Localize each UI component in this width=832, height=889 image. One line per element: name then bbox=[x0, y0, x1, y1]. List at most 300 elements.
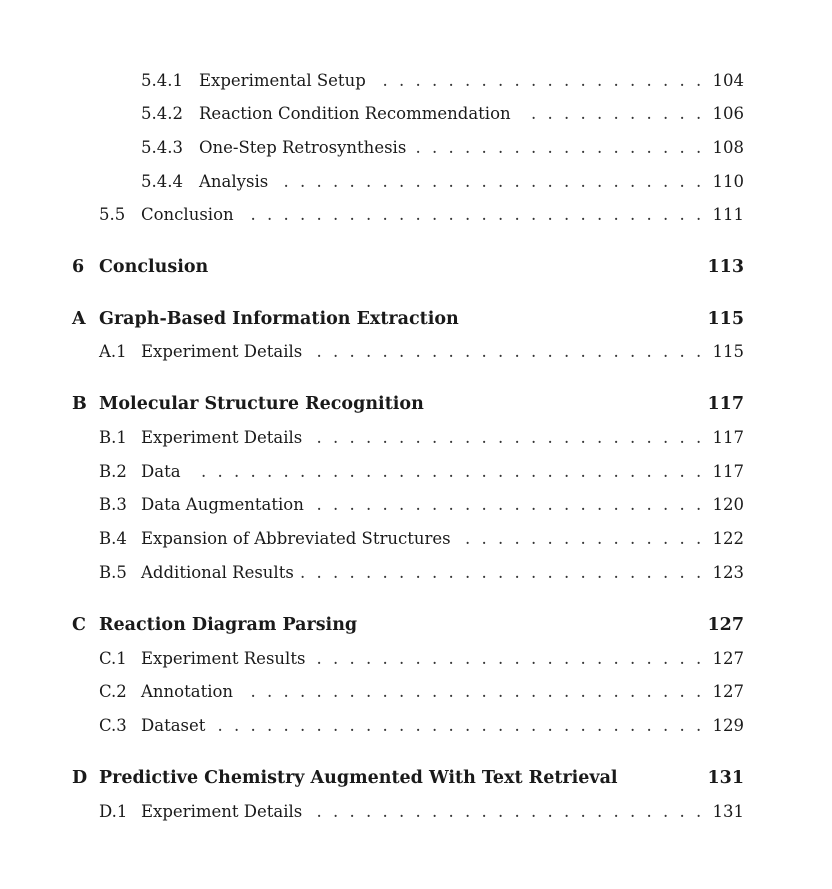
leader-dot: . bbox=[366, 342, 372, 361]
chapter-number: 6 bbox=[72, 257, 85, 277]
leader-dot: . bbox=[696, 138, 702, 157]
entry-title: Additional Results bbox=[141, 563, 294, 582]
leader-dot: . bbox=[564, 802, 570, 821]
leader-dot: . bbox=[448, 563, 454, 582]
leader-dot: . bbox=[382, 462, 388, 481]
leader-dot: . bbox=[481, 205, 487, 224]
leader-dot: . bbox=[382, 428, 388, 447]
leader-dot: . bbox=[399, 802, 405, 821]
leader-dot: . bbox=[366, 462, 372, 481]
toc-entry[interactable] bbox=[0, 493, 832, 517]
leader-dot: . bbox=[696, 802, 702, 821]
leader-dot: . bbox=[316, 649, 322, 668]
leader-dot: . bbox=[448, 138, 454, 157]
dot-leader bbox=[0, 460, 832, 484]
leader-dot: . bbox=[465, 342, 471, 361]
leader-dot: . bbox=[514, 71, 520, 90]
leader-dot: . bbox=[679, 342, 685, 361]
leader-dot: . bbox=[465, 205, 471, 224]
leader-dot: . bbox=[679, 716, 685, 735]
toc-entry[interactable] bbox=[0, 136, 832, 160]
leader-dot: . bbox=[333, 802, 339, 821]
leader-dot: . bbox=[696, 682, 702, 701]
leader-dot: . bbox=[646, 342, 652, 361]
entry-number: B.2 bbox=[99, 462, 127, 481]
leader-dot: . bbox=[201, 462, 207, 481]
leader-dot: . bbox=[382, 802, 388, 821]
leader-dot: . bbox=[696, 716, 702, 735]
leader-dot: . bbox=[382, 649, 388, 668]
entry-title: Reaction Condition Recommendation bbox=[199, 104, 511, 123]
leader-dot: . bbox=[382, 342, 388, 361]
leader-dot: . bbox=[580, 495, 586, 514]
leader-dot: . bbox=[415, 563, 421, 582]
leader-dot: . bbox=[580, 138, 586, 157]
leader-dot: . bbox=[531, 205, 537, 224]
leader-dot: . bbox=[580, 563, 586, 582]
entry-title: Expansion of Abbreviated Structures bbox=[141, 529, 451, 548]
leader-dot: . bbox=[580, 104, 586, 123]
entry-number: 5.4.4 bbox=[141, 172, 183, 191]
leader-dot: . bbox=[613, 682, 619, 701]
entry-number: C.2 bbox=[99, 682, 127, 701]
toc-entry[interactable] bbox=[0, 680, 832, 704]
leader-dot: . bbox=[580, 529, 586, 548]
chapter-title: Conclusion bbox=[99, 257, 209, 277]
dot-leader bbox=[0, 426, 832, 450]
entry-number: C.1 bbox=[99, 649, 127, 668]
leader-dot: . bbox=[415, 71, 421, 90]
leader-dot: . bbox=[663, 342, 669, 361]
leader-dot: . bbox=[399, 495, 405, 514]
entry-title: Data Augmentation bbox=[141, 495, 304, 514]
entry-page: 111 bbox=[712, 205, 744, 224]
leader-dot: . bbox=[366, 205, 372, 224]
leader-dot: . bbox=[547, 205, 553, 224]
entry-number: 5.4.1 bbox=[141, 71, 183, 90]
leader-dot: . bbox=[630, 71, 636, 90]
toc-entry[interactable] bbox=[0, 460, 832, 484]
leader-dot: . bbox=[481, 462, 487, 481]
toc-entry[interactable] bbox=[0, 69, 832, 93]
leader-dot: . bbox=[267, 462, 273, 481]
leader-dot: . bbox=[514, 172, 520, 191]
leader-dot: . bbox=[547, 529, 553, 548]
leader-dot: . bbox=[663, 172, 669, 191]
leader-dot: . bbox=[333, 563, 339, 582]
leader-dot: . bbox=[547, 428, 553, 447]
leader-dot: . bbox=[679, 172, 685, 191]
leader-dot: . bbox=[663, 716, 669, 735]
leader-dot: . bbox=[300, 716, 306, 735]
leader-dot: . bbox=[465, 563, 471, 582]
leader-dot: . bbox=[399, 428, 405, 447]
leader-dot: . bbox=[597, 649, 603, 668]
leader-dot: . bbox=[432, 682, 438, 701]
leader-dot: . bbox=[498, 682, 504, 701]
chapter-number: D bbox=[72, 768, 88, 788]
toc-entry[interactable] bbox=[0, 102, 832, 126]
leader-dot: . bbox=[448, 71, 454, 90]
leader-dot: . bbox=[498, 462, 504, 481]
leader-dot: . bbox=[415, 342, 421, 361]
chapter-page: 113 bbox=[707, 257, 744, 277]
leader-dot: . bbox=[481, 172, 487, 191]
leader-dot: . bbox=[300, 205, 306, 224]
leader-dot: . bbox=[613, 462, 619, 481]
leader-dot: . bbox=[531, 802, 537, 821]
leader-dot: . bbox=[613, 802, 619, 821]
leader-dot: . bbox=[448, 802, 454, 821]
leader-dot: . bbox=[597, 563, 603, 582]
leader-dot: . bbox=[547, 716, 553, 735]
leader-dot: . bbox=[481, 563, 487, 582]
leader-dot: . bbox=[498, 342, 504, 361]
leader-dot: . bbox=[564, 495, 570, 514]
leader-dot: . bbox=[481, 716, 487, 735]
leader-dot: . bbox=[531, 716, 537, 735]
leader-dot: . bbox=[382, 71, 388, 90]
leader-dot: . bbox=[432, 462, 438, 481]
leader-dot: . bbox=[663, 495, 669, 514]
leader-dot: . bbox=[432, 172, 438, 191]
leader-dot: . bbox=[580, 342, 586, 361]
leader-dot: . bbox=[663, 649, 669, 668]
leader-dot: . bbox=[613, 716, 619, 735]
leader-dot: . bbox=[597, 529, 603, 548]
entry-page: 120 bbox=[712, 495, 744, 514]
leader-dot: . bbox=[465, 649, 471, 668]
leader-dot: . bbox=[696, 205, 702, 224]
entry-title: Conclusion bbox=[141, 205, 234, 224]
leader-dot: . bbox=[432, 495, 438, 514]
leader-dot: . bbox=[481, 342, 487, 361]
leader-dot: . bbox=[696, 529, 702, 548]
entry-number: 5.4.3 bbox=[141, 138, 183, 157]
leader-dot: . bbox=[432, 342, 438, 361]
leader-dot: . bbox=[481, 802, 487, 821]
dot-leader bbox=[0, 340, 832, 364]
toc-chapter[interactable] bbox=[0, 255, 832, 279]
toc-chapter[interactable] bbox=[0, 392, 832, 416]
leader-dot: . bbox=[531, 462, 537, 481]
leader-dot: . bbox=[448, 682, 454, 701]
leader-dot: . bbox=[481, 428, 487, 447]
dot-leader bbox=[0, 69, 832, 93]
leader-dot: . bbox=[646, 172, 652, 191]
leader-dot: . bbox=[531, 104, 537, 123]
toc-chapter[interactable] bbox=[0, 766, 832, 790]
leader-dot: . bbox=[547, 649, 553, 668]
leader-dot: . bbox=[663, 138, 669, 157]
leader-dot: . bbox=[366, 172, 372, 191]
chapter-page: 131 bbox=[707, 768, 744, 788]
toc-chapter[interactable] bbox=[0, 613, 832, 637]
leader-dot: . bbox=[613, 138, 619, 157]
leader-dot: . bbox=[448, 428, 454, 447]
leader-dot: . bbox=[465, 428, 471, 447]
leader-dot: . bbox=[481, 138, 487, 157]
leader-dot: . bbox=[547, 138, 553, 157]
leader-dot: . bbox=[498, 802, 504, 821]
leader-dot: . bbox=[300, 172, 306, 191]
leader-dot: . bbox=[300, 682, 306, 701]
leader-dot: . bbox=[481, 495, 487, 514]
leader-dot: . bbox=[564, 529, 570, 548]
leader-dot: . bbox=[415, 649, 421, 668]
leader-dot: . bbox=[630, 529, 636, 548]
leader-dot: . bbox=[646, 529, 652, 548]
leader-dot: . bbox=[415, 428, 421, 447]
leader-dot: . bbox=[564, 462, 570, 481]
entry-title: Annotation bbox=[141, 682, 234, 701]
leader-dot: . bbox=[514, 649, 520, 668]
leader-dot: . bbox=[498, 71, 504, 90]
leader-dot: . bbox=[630, 462, 636, 481]
leader-dot: . bbox=[630, 138, 636, 157]
leader-dot: . bbox=[547, 71, 553, 90]
leader-dot: . bbox=[646, 649, 652, 668]
dot-leader bbox=[0, 647, 832, 671]
leader-dot: . bbox=[448, 205, 454, 224]
chapter-title: Reaction Diagram Parsing bbox=[99, 615, 358, 635]
toc-entry[interactable] bbox=[0, 340, 832, 364]
leader-dot: . bbox=[696, 104, 702, 123]
entry-page: 127 bbox=[712, 682, 744, 701]
leader-dot: . bbox=[696, 495, 702, 514]
leader-dot: . bbox=[630, 104, 636, 123]
leader-dot: . bbox=[498, 172, 504, 191]
entry-page: 127 bbox=[712, 649, 744, 668]
leader-dot: . bbox=[333, 649, 339, 668]
leader-dot: . bbox=[564, 649, 570, 668]
leader-dot: . bbox=[613, 649, 619, 668]
leader-dot: . bbox=[630, 682, 636, 701]
entry-page: 106 bbox=[712, 104, 744, 123]
leader-dot: . bbox=[399, 682, 405, 701]
leader-dot: . bbox=[217, 462, 223, 481]
dot-leader bbox=[0, 102, 832, 126]
leader-dot: . bbox=[580, 682, 586, 701]
leader-dot: . bbox=[580, 172, 586, 191]
leader-dot: . bbox=[531, 649, 537, 668]
leader-dot: . bbox=[630, 495, 636, 514]
entry-number: 5.5 bbox=[99, 205, 126, 224]
leader-dot: . bbox=[366, 682, 372, 701]
leader-dot: . bbox=[283, 716, 289, 735]
leader-dot: . bbox=[514, 529, 520, 548]
leader-dot: . bbox=[547, 342, 553, 361]
dot-leader bbox=[0, 203, 832, 227]
leader-dot: . bbox=[316, 563, 322, 582]
leader-dot: . bbox=[333, 682, 339, 701]
leader-dot: . bbox=[382, 495, 388, 514]
entry-number: 5.4.2 bbox=[141, 104, 183, 123]
toc-entry[interactable] bbox=[0, 426, 832, 450]
leader-dot: . bbox=[399, 71, 405, 90]
leader-dot: . bbox=[597, 172, 603, 191]
leader-dot: . bbox=[580, 71, 586, 90]
leader-dot: . bbox=[432, 428, 438, 447]
leader-dot: . bbox=[498, 205, 504, 224]
leader-dot: . bbox=[415, 682, 421, 701]
leader-dot: . bbox=[696, 428, 702, 447]
entry-page: 122 bbox=[712, 529, 744, 548]
dot-leader bbox=[0, 527, 832, 551]
leader-dot: . bbox=[613, 342, 619, 361]
leader-dot: . bbox=[646, 563, 652, 582]
leader-dot: . bbox=[498, 563, 504, 582]
entry-title: Experiment Results bbox=[141, 649, 306, 668]
leader-dot: . bbox=[465, 802, 471, 821]
leader-dot: . bbox=[333, 172, 339, 191]
leader-dot: . bbox=[399, 342, 405, 361]
leader-dot: . bbox=[415, 205, 421, 224]
leader-dot: . bbox=[514, 428, 520, 447]
leader-dot: . bbox=[646, 716, 652, 735]
leader-dot: . bbox=[679, 138, 685, 157]
leader-dot: . bbox=[465, 462, 471, 481]
leader-dot: . bbox=[349, 462, 355, 481]
leader-dot: . bbox=[580, 205, 586, 224]
leader-dot: . bbox=[630, 172, 636, 191]
entry-title: One-Step Retrosynthesis bbox=[199, 138, 407, 157]
leader-dot: . bbox=[234, 716, 240, 735]
leader-dot: . bbox=[646, 802, 652, 821]
leader-dot: . bbox=[316, 342, 322, 361]
entry-title: Experiment Details bbox=[141, 428, 303, 447]
leader-dot: . bbox=[630, 802, 636, 821]
leader-dot: . bbox=[679, 563, 685, 582]
leader-dot: . bbox=[399, 563, 405, 582]
leader-dot: . bbox=[399, 462, 405, 481]
leader-dot: . bbox=[547, 802, 553, 821]
entry-number: B.4 bbox=[99, 529, 127, 548]
leader-dot: . bbox=[679, 462, 685, 481]
leader-dot: . bbox=[630, 716, 636, 735]
leader-dot: . bbox=[564, 172, 570, 191]
leader-dot: . bbox=[498, 649, 504, 668]
leader-dot: . bbox=[415, 172, 421, 191]
chapter-title: Molecular Structure Recognition bbox=[99, 394, 424, 414]
leader-dot: . bbox=[696, 563, 702, 582]
leader-dot: . bbox=[646, 71, 652, 90]
toc-entry[interactable] bbox=[0, 714, 832, 738]
dot-leader bbox=[0, 680, 832, 704]
leader-dot: . bbox=[349, 682, 355, 701]
leader-dot: . bbox=[613, 71, 619, 90]
leader-dot: . bbox=[580, 462, 586, 481]
leader-dot: . bbox=[696, 649, 702, 668]
leader-dot: . bbox=[630, 649, 636, 668]
leader-dot: . bbox=[597, 802, 603, 821]
leader-dot: . bbox=[597, 205, 603, 224]
leader-dot: . bbox=[217, 716, 223, 735]
leader-dot: . bbox=[531, 172, 537, 191]
leader-dot: . bbox=[382, 716, 388, 735]
leader-dot: . bbox=[564, 342, 570, 361]
leader-dot: . bbox=[564, 563, 570, 582]
leader-dot: . bbox=[531, 138, 537, 157]
leader-dot: . bbox=[547, 682, 553, 701]
chapter-page: 117 bbox=[707, 394, 744, 414]
leader-dot: . bbox=[531, 563, 537, 582]
dot-leader bbox=[0, 800, 832, 824]
leader-dot: . bbox=[316, 462, 322, 481]
leader-dot: . bbox=[663, 71, 669, 90]
leader-dot: . bbox=[415, 716, 421, 735]
leader-dot: . bbox=[481, 71, 487, 90]
entry-number: B.5 bbox=[99, 563, 127, 582]
toc-entry[interactable] bbox=[0, 561, 832, 585]
toc-entry[interactable] bbox=[0, 800, 832, 824]
toc-entry[interactable] bbox=[0, 170, 832, 194]
leader-dot: . bbox=[448, 495, 454, 514]
leader-dot: . bbox=[267, 716, 273, 735]
leader-dot: . bbox=[349, 495, 355, 514]
entry-page: 123 bbox=[712, 563, 744, 582]
leader-dot: . bbox=[349, 428, 355, 447]
toc-entry[interactable] bbox=[0, 527, 832, 551]
leader-dot: . bbox=[283, 682, 289, 701]
toc-chapter[interactable] bbox=[0, 307, 832, 331]
leader-dot: . bbox=[514, 342, 520, 361]
leader-dot: . bbox=[349, 342, 355, 361]
leader-dot: . bbox=[547, 563, 553, 582]
leader-dot: . bbox=[696, 462, 702, 481]
leader-dot: . bbox=[316, 716, 322, 735]
leader-dot: . bbox=[514, 138, 520, 157]
entry-number: C.3 bbox=[99, 716, 127, 735]
leader-dot: . bbox=[597, 428, 603, 447]
leader-dot: . bbox=[283, 172, 289, 191]
entry-page: 115 bbox=[712, 342, 744, 361]
leader-dot: . bbox=[580, 716, 586, 735]
leader-dot: . bbox=[250, 716, 256, 735]
leader-dot: . bbox=[646, 682, 652, 701]
leader-dot: . bbox=[597, 682, 603, 701]
leader-dot: . bbox=[382, 563, 388, 582]
leader-dot: . bbox=[498, 428, 504, 447]
leader-dot: . bbox=[498, 495, 504, 514]
chapter-number: C bbox=[72, 615, 86, 635]
leader-dot: . bbox=[646, 138, 652, 157]
toc-entry[interactable] bbox=[0, 647, 832, 671]
leader-dot: . bbox=[498, 529, 504, 548]
leader-dot: . bbox=[465, 682, 471, 701]
leader-dot: . bbox=[646, 495, 652, 514]
leader-dot: . bbox=[630, 342, 636, 361]
leader-dot: . bbox=[630, 205, 636, 224]
toc-entry[interactable] bbox=[0, 203, 832, 227]
leader-dot: . bbox=[481, 682, 487, 701]
leader-dot: . bbox=[349, 563, 355, 582]
leader-dot: . bbox=[349, 172, 355, 191]
leader-dot: . bbox=[448, 462, 454, 481]
leader-dot: . bbox=[448, 342, 454, 361]
leader-dot: . bbox=[580, 802, 586, 821]
leader-dot: . bbox=[613, 495, 619, 514]
leader-dot: . bbox=[366, 716, 372, 735]
leader-dot: . bbox=[531, 529, 537, 548]
leader-dot: . bbox=[613, 428, 619, 447]
leader-dot: . bbox=[366, 649, 372, 668]
leader-dot: . bbox=[531, 495, 537, 514]
leader-dot: . bbox=[382, 172, 388, 191]
entry-page: 117 bbox=[712, 428, 744, 447]
leader-dot: . bbox=[283, 462, 289, 481]
leader-dot: . bbox=[564, 71, 570, 90]
